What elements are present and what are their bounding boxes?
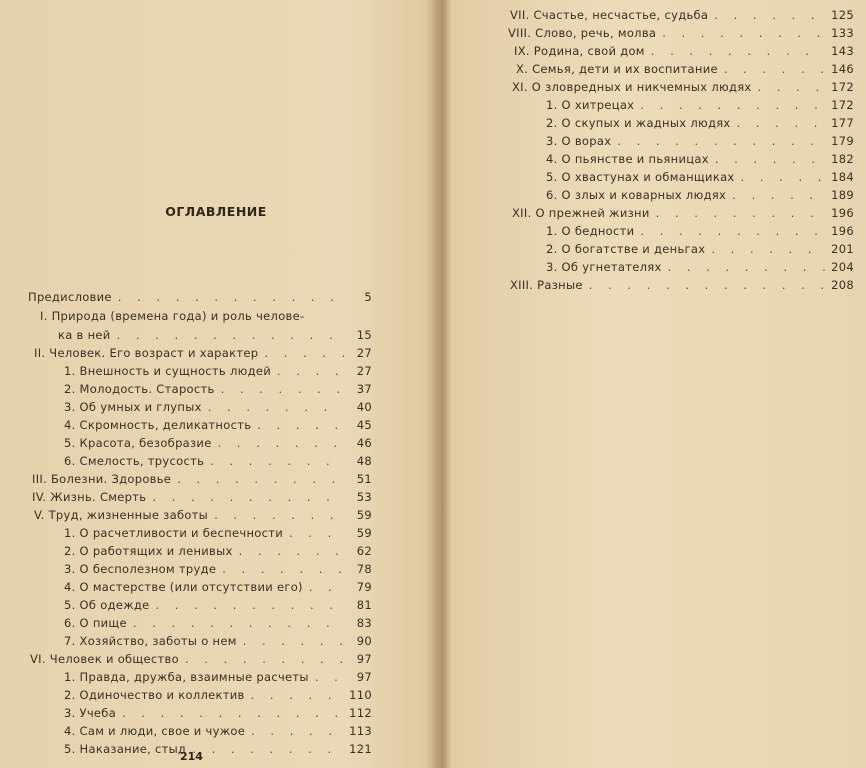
toc-entry: 4. О мастерстве (или отсутствии его) . . . 79: [64, 578, 372, 596]
toc-entry: X. Семья, дети и их воспитание . . . 146: [516, 60, 854, 78]
toc-entry: 2. О работящих и ленивых . . . 62: [64, 542, 372, 560]
toc-entry: V. Труд, жизненные заботы . . . 59: [34, 506, 372, 524]
toc-entry: 3. Учеба . . . 112: [64, 704, 372, 722]
toc-entry: 5. Об одежде . . . 81: [64, 596, 372, 614]
toc-entry: III. Болезни. Здоровье . . . 51: [32, 470, 372, 488]
toc-entry: ка в ней . . . 15: [58, 326, 372, 344]
toc-entry: Предисловие . . . 5: [28, 288, 372, 306]
toc-entry: VIII. Слово, речь, молва . . . 133: [508, 24, 854, 42]
toc-entry: 7. Хозяйство, заботы о нем . . . 90: [64, 632, 372, 650]
toc-heading: ОГЛАВЛЕНИЕ: [165, 204, 267, 219]
toc-entry: I. Природа (времена года) и роль челове-: [40, 309, 305, 323]
left-page: [0, 0, 432, 768]
toc-entry: 3. Об умных и глупых . . . 40: [64, 398, 372, 416]
toc-entry: 2. О богатстве и деньгах . . . 201: [546, 240, 854, 258]
toc-entry: 1. О расчетливости и беспечности . . . 59: [64, 524, 372, 542]
toc-entry: 6. О злых и коварных людях . . . 189: [546, 186, 854, 204]
toc-entry: 4. О пьянстве и пьяницах . . . 182: [546, 150, 854, 168]
toc-entry: 5. О хвастунах и обманщиках . . . 184: [546, 168, 854, 186]
toc-entry: 4. Скромность, деликатность . . . 45: [64, 416, 372, 434]
toc-entry: 2. Молодость. Старость . . . 37: [64, 380, 372, 398]
toc-entry: XIII. Разные . . . 208: [510, 276, 854, 294]
book-gutter: [430, 0, 452, 768]
toc-entry: 1. Внешность и сущность людей . . . 27: [64, 362, 372, 380]
toc-entry: 1. Правда, дружба, взаимные расчеты . . . 97: [64, 668, 372, 686]
toc-entry: 2. О скупых и жадных людях . . . 177: [546, 114, 854, 132]
toc-entry: 3. О ворах . . . 179: [546, 132, 854, 150]
toc-entry: XII. О прежней жизни . . . 196: [512, 204, 854, 222]
toc-entry: 1. О бедности . . . 196: [546, 222, 854, 240]
toc-entry: IV. Жизнь. Смерть . . . 53: [32, 488, 372, 506]
toc-entry: 6. О пище . . . 83: [64, 614, 372, 632]
toc-entry: VII. Счастье, несчастье, судьба . . . 125: [510, 6, 854, 24]
toc-entry: 1. О хитрецах . . . 172: [546, 96, 854, 114]
toc-entry: 4. Сам и люди, свое и чужое . . . 113: [64, 722, 372, 740]
toc-entry: IX. Родина, свой дом . . . 143: [514, 42, 854, 60]
toc-entry: 5. Красота, безобразие . . . 46: [64, 434, 372, 452]
toc-entry: VI. Человек и общество . . . 97: [30, 650, 372, 668]
toc-entry: 3. Об угнетателях . . . 204: [546, 258, 854, 276]
page-number: 214: [180, 750, 203, 763]
toc-entry: 6. Смелость, трусость . . . 48: [64, 452, 372, 470]
toc-entry: 3. О бесполезном труде . . . 78: [64, 560, 372, 578]
toc-entry: 5. Наказание, стыд . . . 121: [64, 740, 372, 758]
toc-entry: XI. О зловредных и никчемных людях . . . 172: [512, 78, 854, 96]
toc-entry: II. Человек. Его возраст и характер . . . 27: [34, 344, 372, 362]
right-page: [450, 0, 866, 768]
toc-entry: 2. Одиночество и коллектив . . . 110: [64, 686, 372, 704]
